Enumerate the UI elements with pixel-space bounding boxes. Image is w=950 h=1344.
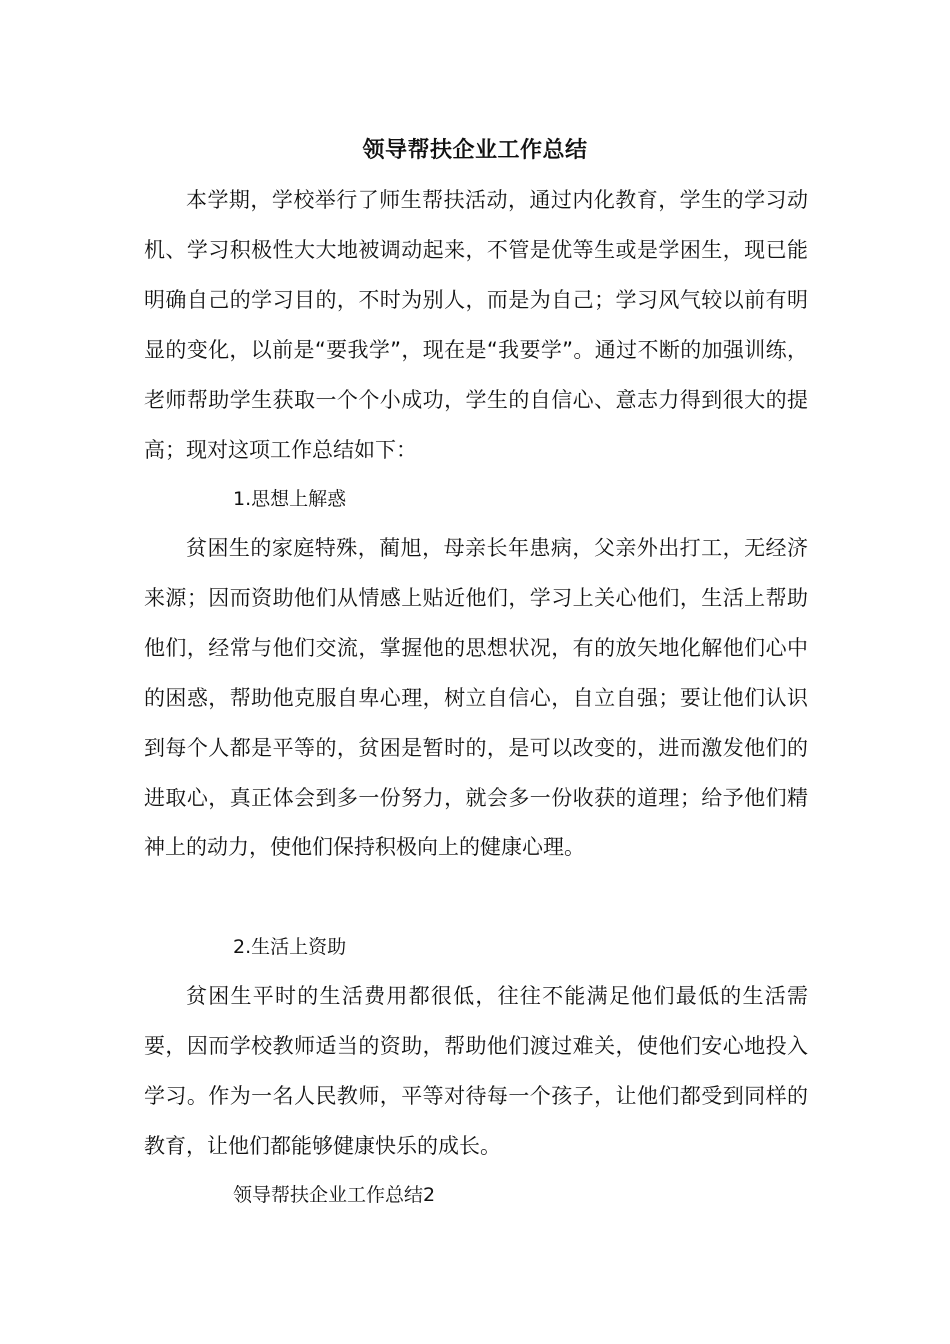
section-heading-2: 2.生活上资助 xyxy=(233,936,347,958)
intro-paragraph: 本学期，学校举行了师生帮扶活动，通过内化教育，学生的学习动机、学习积极性大大地被调动起来，不管是优等生或是学困生，现已能明确自己的学习目的，不时为别人，而是为自己；学习风气较以前有明显的变化，以前是“要我学”，现在是“我要学”。通过不断的加强训练，老师帮助学生获取一个个小成功，学生的自信心、意志力得到很大的提高；现对这项工作总结如下： xyxy=(144,188,808,462)
section-heading-1: 1.思想上解惑 xyxy=(233,488,347,510)
document-title: 领导帮扶企业工作总结 xyxy=(362,138,588,163)
section-body-2: 贫困生平时的生活费用都很低，往往不能满足他们最低的生活需要，因而学校教师适当的资助，帮助他们渡过难关，使他们安心地投入学习。作为一名人民教师，平等对待每一个孩子，让他们都受到同样的教育，让他们都能够健康快乐的成长。 xyxy=(144,984,808,1158)
section-body-1: 贫困生的家庭特殊，蔺旭，母亲长年患病，父亲外出打工，无经济来源；因而资助他们从情感上贴近他们，学习上关心他们，生活上帮助他们，经常与他们交流，掌握他的思想状况，有的放矢地化解他们心中的困惑，帮助他克服自卑心理，树立自信心，自立自强；要让他们认识到每个人都是平等的，贫困是暂时的，是可以改变的，进而激发他们的进取心，真正体会到多一份努力，就会多一份收获的道理；给予他们精神上的动力，使他们保持积极向上的健康心理。 xyxy=(144,536,808,860)
next-section-title: 领导帮扶企业工作总结2 xyxy=(233,1184,436,1206)
